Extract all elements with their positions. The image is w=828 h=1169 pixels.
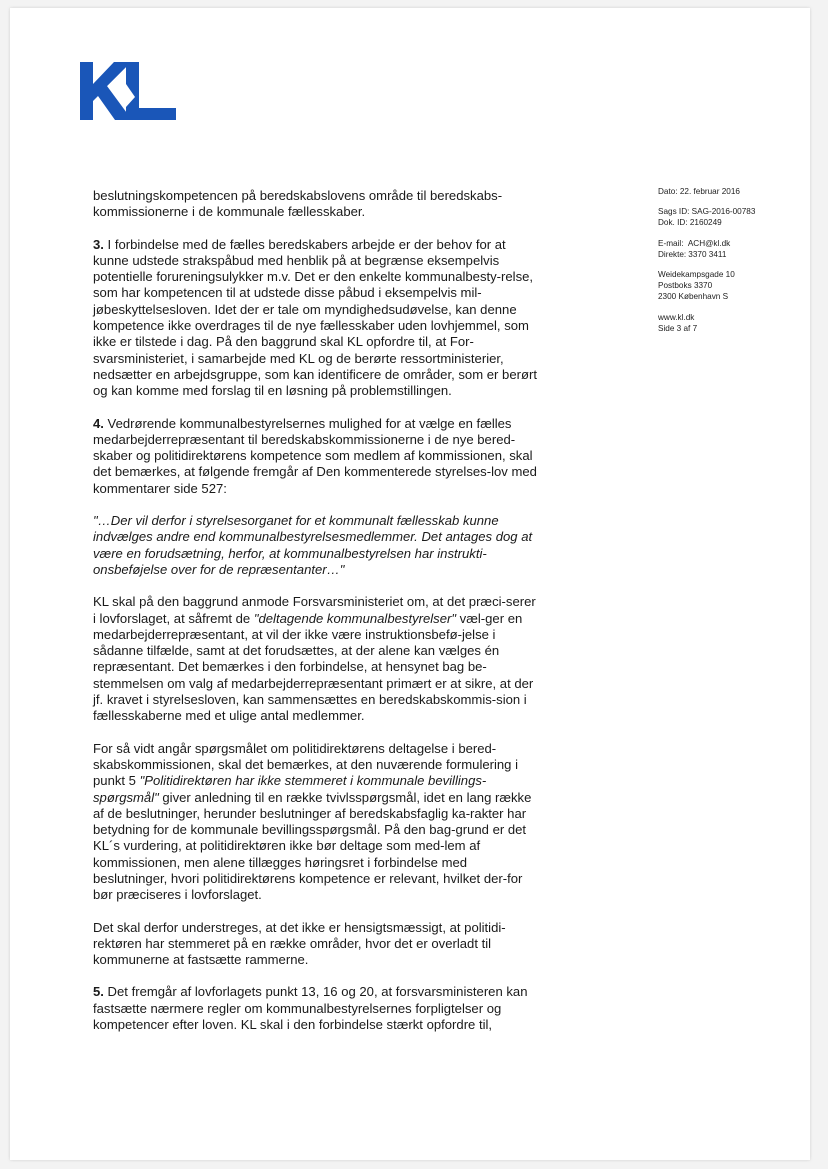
email-value: ACH@kl.dk: [687, 238, 731, 248]
paragraph-5: For så vidt angår spørgsmålet om politidirektørens deltagelse i bered-skabskommissionen, skal det bemærkes, at den nuværende formulering i punkt 5 "Politidirektøren har ikke stemmeret i kommunale bevillings-spørgsmål" giver anledning til en række tvivlsspørgsmål, idet en lang række af de beslutninger, herunder beslutninger af beredskabsfaglig ka-rakter har betydning for de kommunale bevillingsspørgsmål. På den bag-grund er det KL´s vurdering, at politidirektøren ikke bør deltage som med-lem af kommissionen, men alene tillægges høringsret i forbindelse med beslutninger, hvori politidirektørens kompetence er relevant, hvilket der-for bør præciseres i lovforslaget.: [93, 740, 532, 903]
paragraph-6: Det skal derfor understreges, at det ikke er hensigtsmæssigt, at politidi-rektøren har stemmeret på en række områder, hvor det er overladt til kommunerne at fastsætte rammerne.: [93, 919, 506, 968]
email-row: [658, 238, 808, 249]
address-line-1: Weidekampsgade 10: [658, 270, 735, 280]
direkte-value: 3370 3411: [688, 249, 727, 259]
section-number-3: 3.: [93, 236, 104, 252]
address-line-3: 2300 København S: [658, 292, 729, 302]
letter-body: [93, 188, 541, 1049]
section-number-4: 4.: [93, 415, 104, 431]
email-label: E-mail:: [658, 238, 684, 248]
paragraph-1: beslutningskompetencen på beredskabslovens område til beredskabs-kommissionerne i de kommunale fællesskaber.: [93, 188, 503, 220]
paragraph-7: 5. Det fremgår af lovforlagets punkt 13, 16 og 20, at forsvarsministeren kan fastsætte nærmere regler om kommunalbestyrelsernes forpligtelser og kompetencer efter loven. KL skal i den forbindelse stærkt opfordre til,: [93, 984, 528, 1033]
website: www.kl.dk: [658, 312, 695, 322]
paragraph-3: 4. Vedrørende kommunalbestyrelsernes mulighed for at vælge en fælles medarbejderrepræsentant til beredskabskommissionerne i de nye bered-skaber og politidirektørens kompetence som medlem af kommissionen, skal det bemærkes, at følgende fremgår af Den kommenterede styrelses-lov med kommentarer side 527:: [93, 415, 537, 496]
section-number-5: 5.: [93, 984, 104, 1000]
paragraph-4: KL skal på den baggrund anmode Forsvarsministeriet om, at det præci-serer i lovforslaget, at såfremt de "deltagende kommunalbestyrelser" væl-ger en medarbejderrepræsentant, at vil der ikke være instruktionsbefø-jelse i sådanne tilfælde, samt at det forudsættes, at der alene kan vælges én repræsentant. Det bemærkes i den forbindelse, at hensynet bag be-stemmelsen om valg af medarbejderrepræsentant primært er at sikre, at der jf. kravet i styrelsesloven, kan sammensættes en beredskabskommis-sion i fællesskaberne med et ulige antal medlemmer.: [93, 594, 536, 724]
paragraph-2: 3. I forbindelse med de fælles beredskabers arbejde er der behov for at kunne udstede strakspåbud med henblik på at begrænse eksempelvis potentielle forureningsulykker m.v. Det er den enkelte kommunalbesty-relse, som har kompetencen til at udstede disse påbud i eksempelvis mil-jøbeskyttelsesloven. Idet der er tale om myndighedsudøvelse, kan denne kompetence ikke overdrages til de nye fællesskaber uden lovhjemmel, som ikke er tilstede i dag. På den baggrund skal KL opfordre til, at For-svarsministeriet, i samarbejde med KL og de berørte ressortministerier, nedsætter en arbejdsgruppe, som kan identificere de områder, som er berørt og kan komme med forslag til en løsning på problemstillingen.: [93, 236, 537, 399]
direkte-label: Direkte:: [658, 249, 687, 259]
kl-logo: [80, 62, 176, 120]
page-number: Side 3 af 7: [658, 323, 698, 333]
dok-id: Dok. ID: 2160249: [658, 218, 722, 228]
date: Dato: 22. februar 2016: [658, 187, 740, 196]
phone-row: [658, 249, 808, 260]
address-line-2: Postboks 3370: [658, 281, 713, 291]
sags-id: Sags ID: SAG-2016-00783: [658, 207, 756, 217]
letter-metadata: [658, 186, 808, 343]
quote: "…Der vil derfor i styrelsesorganet for et kommunalt fællesskab kunne indvælges andre end kommunalbestyrelsesmedlemmer. Det antages dog at være en forudsætning, herfor, at kommunalbestyrelsen har instrukti-onsbeføjelse over for de repræsentanter…": [93, 513, 533, 577]
document-page: [10, 8, 810, 1160]
